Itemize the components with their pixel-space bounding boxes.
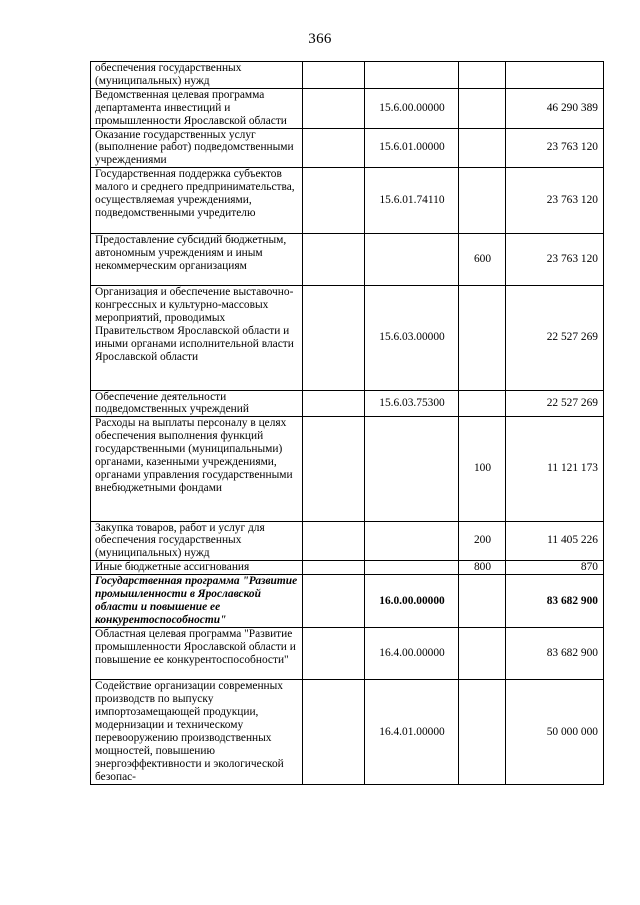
row-code-cell [365,417,459,521]
table-row [91,627,604,680]
row-expense-type-cell: 800 [459,561,506,575]
row-code-cell: 15.6.01.00000 [365,128,459,168]
row-blank-cell [303,521,365,561]
row-name-cell: обеспечения государственных (муниципальных) нужд [91,62,303,89]
table-row [91,417,604,521]
row-name-cell: Государственная программа "Развитие промышленности в Ярославской области и повышение ее конкурентоспособности" [91,575,303,628]
row-code-cell [365,521,459,561]
row-expense-type-cell: 600 [459,233,506,286]
row-code-cell: 16.0.00.00000 [365,575,459,628]
row-name-cell: Обеспечение деятельности подведомственных учреждений [91,390,303,417]
row-name-cell: Организация и обеспечение выставочно-конгрессных и культурно-массовых мероприятий, проводимых Правительством Ярославской области и иными органами исполнительной власти Ярославской области [91,286,303,390]
table-row [91,390,604,417]
row-name-cell: Иные бюджетные ассигнования [91,561,303,575]
row-code-cell: 15.6.01.74110 [365,168,459,234]
row-expense-type-cell [459,168,506,234]
row-expense-type-cell [459,88,506,128]
row-name-cell: Закупка товаров, работ и услуг для обеспечения государственных (муниципальных) нужд [91,521,303,561]
row-expense-type-cell [459,627,506,680]
row-blank-cell [303,417,365,521]
row-name-cell: Содействие организации современных производств по выпуску импортозамещающей продукции, модернизации и техническому перевооружению производственных мощностей, повышению энергоэффективности и экологической безопас- [91,680,303,784]
row-expense-type-cell [459,390,506,417]
row-amount-cell: 46 290 389 [506,88,604,128]
row-code-cell: 16.4.01.00000 [365,680,459,784]
table-row [91,88,604,128]
row-code-cell: 16.4.00.00000 [365,627,459,680]
row-expense-type-cell [459,286,506,390]
row-blank-cell [303,286,365,390]
row-name-cell: Ведомственная целевая программа департамента инвестиций и промышленности Ярославской области [91,88,303,128]
row-blank-cell [303,680,365,784]
row-amount-cell: 83 682 900 [506,627,604,680]
table-row [91,168,604,234]
row-amount-cell: 23 763 120 [506,168,604,234]
budget-table-body [91,62,604,785]
table-row [91,233,604,286]
row-blank-cell [303,88,365,128]
row-expense-type-cell [459,62,506,89]
row-amount-cell: 11 405 226 [506,521,604,561]
row-blank-cell [303,233,365,286]
table-row [91,286,604,390]
table-row [91,575,604,628]
row-name-cell: Расходы на выплаты персоналу в целях обеспечения выполнения функций государственными (муниципальными) органами, казенными учреждениями, органами управления государственными внебюджетными фондами [91,417,303,521]
row-amount-cell: 23 763 120 [506,233,604,286]
row-code-cell: 15.6.03.00000 [365,286,459,390]
row-blank-cell [303,128,365,168]
row-blank-cell [303,561,365,575]
row-name-cell: Предоставление субсидий бюджетным, автономным учреждениям и иным некоммерческим организациям [91,233,303,286]
row-expense-type-cell [459,128,506,168]
row-name-cell: Областная целевая программа "Развитие промышленности Ярославской области и повышение ее конкурентоспособности" [91,627,303,680]
row-amount-cell: 22 527 269 [506,286,604,390]
row-blank-cell [303,575,365,628]
row-amount-cell: 23 763 120 [506,128,604,168]
row-name-cell: Оказание государственных услуг (выполнение работ) подведомственными учреждениями [91,128,303,168]
table-row [91,561,604,575]
row-amount-cell: 22 527 269 [506,390,604,417]
table-row [91,521,604,561]
row-amount-cell: 11 121 173 [506,417,604,521]
row-blank-cell [303,627,365,680]
row-code-cell: 15.6.00.00000 [365,88,459,128]
row-blank-cell [303,390,365,417]
page-number: 366 [308,31,332,47]
budget-table [90,61,604,785]
row-amount-cell [506,62,604,89]
row-expense-type-cell [459,575,506,628]
table-row [91,62,604,89]
row-code-cell [365,233,459,286]
table-row [91,680,604,784]
row-code-cell [365,62,459,89]
row-name-cell: Государственная поддержка субъектов малого и среднего предпринимательства, осуществляемая учреждениями, подведомственными учредителю [91,168,303,234]
row-amount-cell: 50 000 000 [506,680,604,784]
row-amount-cell: 870 [506,561,604,575]
row-blank-cell [303,62,365,89]
row-amount-cell: 83 682 900 [506,575,604,628]
row-expense-type-cell [459,680,506,784]
table-row [91,128,604,168]
row-code-cell: 15.6.03.75300 [365,390,459,417]
row-expense-type-cell: 100 [459,417,506,521]
row-expense-type-cell: 200 [459,521,506,561]
row-code-cell [365,561,459,575]
row-blank-cell [303,168,365,234]
